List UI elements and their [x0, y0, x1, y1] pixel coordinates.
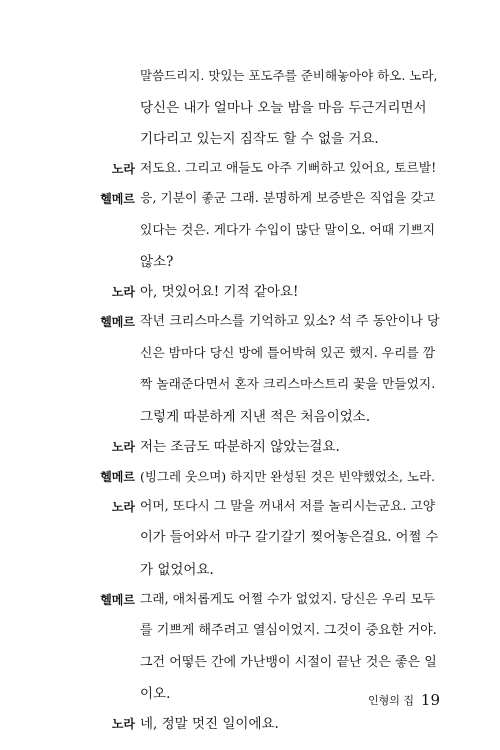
speaker-label: 노라 — [111, 717, 135, 731]
speaker-label: 헬메르 — [100, 469, 135, 484]
dialogue-line: 저도요. 그리고 애들도 아주 기뻐하고 있어요, 토르발! — [140, 161, 437, 176]
dialogue-line: 이가 들어와서 마구 갈기갈기 찢어놓은걸요. 어쩔 수 — [140, 530, 439, 545]
dialogue-line: 아, 멋있어요! 기적 같아요! — [140, 284, 299, 300]
dialogue-line: 작년 크리스마스를 기억하고 있소? 석 주 동안이나 당 — [140, 314, 440, 329]
dialogue-line: 그래, 애처롭게도 어쩔 수가 없었지. 당신은 우리 모두 — [140, 591, 436, 607]
dialogue-line: 당신은 내가 얼마나 오늘 밤을 마음 두근거리면서 — [140, 99, 427, 116]
speaker-label: 노라 — [111, 499, 135, 514]
dialogue-line: 짝 놀래준다면서 혼자 크리스마스트리 꽃을 만들었지. — [140, 377, 436, 392]
dialogue-line: 응, 기분이 좋군 그래. 분명하게 보증받은 직업을 갖고 — [140, 191, 436, 206]
dialogue-line: 기다리고 있는지 짐작도 할 수 없을 거요. — [140, 131, 379, 147]
page-number: 19 — [420, 691, 440, 709]
dialogue-line: 네, 정말 멋진 일이에요. — [140, 716, 279, 732]
dialogue-line: 저는 조금도 따분하지 않았는걸요. — [140, 438, 340, 455]
dialogue-line: 가 없었어요. — [140, 561, 214, 578]
dialogue-line: 그렇게 따분하게 지낸 적은 처음이었소. — [140, 408, 371, 425]
dialogue-line: 를 기쁘게 해주려고 열심이었지. 그것이 중요한 거야. — [140, 623, 437, 638]
speaker-label: 헬메르 — [100, 192, 135, 206]
dialogue-line: 신은 밤마다 당신 방에 틀어박혀 있곤 했지. 우리를 깜 — [140, 345, 436, 361]
dialogue-line: 어머, 또다시 그 말을 꺼내서 저를 놀리시는군요. 고양 — [140, 498, 436, 514]
speaker-label: 헬메르 — [100, 592, 135, 607]
speaker-label: 노라 — [111, 162, 135, 176]
dialogue-line: 그건 어떻든 간에 가난뱅이 시절이 끝난 것은 좋은 일 — [140, 654, 437, 670]
speaker-label: 노라 — [111, 285, 135, 299]
speaker-label: 노라 — [111, 439, 135, 454]
dialogue-line: (빙그레 웃으며) 하지만 완성된 것은 빈약했었소, 노라. — [140, 468, 436, 484]
dialogue-line: 않소? — [140, 254, 174, 270]
running-footer-title: 인형의 집 — [367, 694, 414, 707]
dialogue-line: 말씀드리지. 맛있는 포도주를 준비해놓아야 하오. 노라, — [140, 68, 438, 83]
speaker-label: 헬메르 — [100, 315, 135, 329]
dialogue-line: 있다는 것은. 게다가 수입이 많단 말이오. 어때 기쁘지 — [140, 222, 436, 238]
dialogue-line: 이오. — [140, 686, 171, 702]
